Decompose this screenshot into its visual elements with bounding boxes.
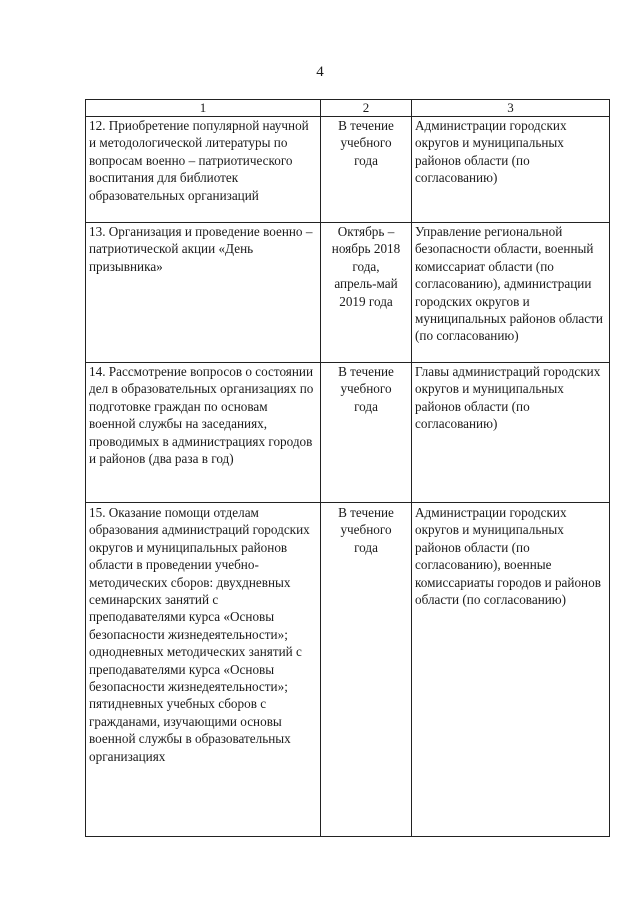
- period-cell: В течение учебного года: [321, 503, 412, 837]
- responsible-cell: Управление региональной безопасности области, военный комиссариат области (по согласованию), администрации городских округов и муниципальных районов области (по согласованию): [412, 223, 610, 363]
- activity-cell: 12. Приобретение популярной научной и методологической литературы по вопросам военно – патриотического воспитания для библиотек образовательных организаций: [86, 117, 321, 223]
- period-cell: В течение учебного года: [321, 117, 412, 223]
- table-row: [86, 503, 610, 837]
- period-cell: Октябрь – ноябрь 2018 года, апрель-май 2019 года: [321, 223, 412, 363]
- table-row: [86, 223, 610, 363]
- column-header-2: 2: [321, 100, 412, 117]
- activity-cell: 13. Организация и проведение военно – патриотической акции «День призывника»: [86, 223, 321, 363]
- activity-cell: 15. Оказание помощи отделам образования администраций городских округов и муниципальных районов области в проведении учебно-методических сборов: двухдневных семинарских занятий с преподавателями курса «Основы безопасности жизнедеятельности»; однодневных методических занятий с преподавателями курса «Основы безопасности жизнедеятельности»; пятидневных учебных сборов с гражданами, изучающими основы военной службы в образовательных организациях: [86, 503, 321, 837]
- column-header-3: 3: [412, 100, 610, 117]
- responsible-cell: Главы администраций городских округов и муниципальных районов области (по согласованию): [412, 363, 610, 503]
- period-cell: В течение учебного года: [321, 363, 412, 503]
- table-header-row: [86, 100, 610, 117]
- activity-table: [85, 99, 610, 837]
- responsible-cell: Администрации городских округов и муниципальных районов области (по согласованию): [412, 117, 610, 223]
- responsible-cell: Администрации городских округов и муниципальных районов области (по согласованию), военные комиссариаты городов и районов области (по согласованию): [412, 503, 610, 837]
- column-header-1: 1: [86, 100, 321, 117]
- table-row: [86, 117, 610, 223]
- page-number: 4: [316, 64, 324, 80]
- activity-cell: 14. Рассмотрение вопросов о состоянии дел в образовательных организациях по подготовке граждан по основам военной службы на заседаниях, проводимых в администрациях городов и районов (два раза в год): [86, 363, 321, 503]
- table-row: [86, 363, 610, 503]
